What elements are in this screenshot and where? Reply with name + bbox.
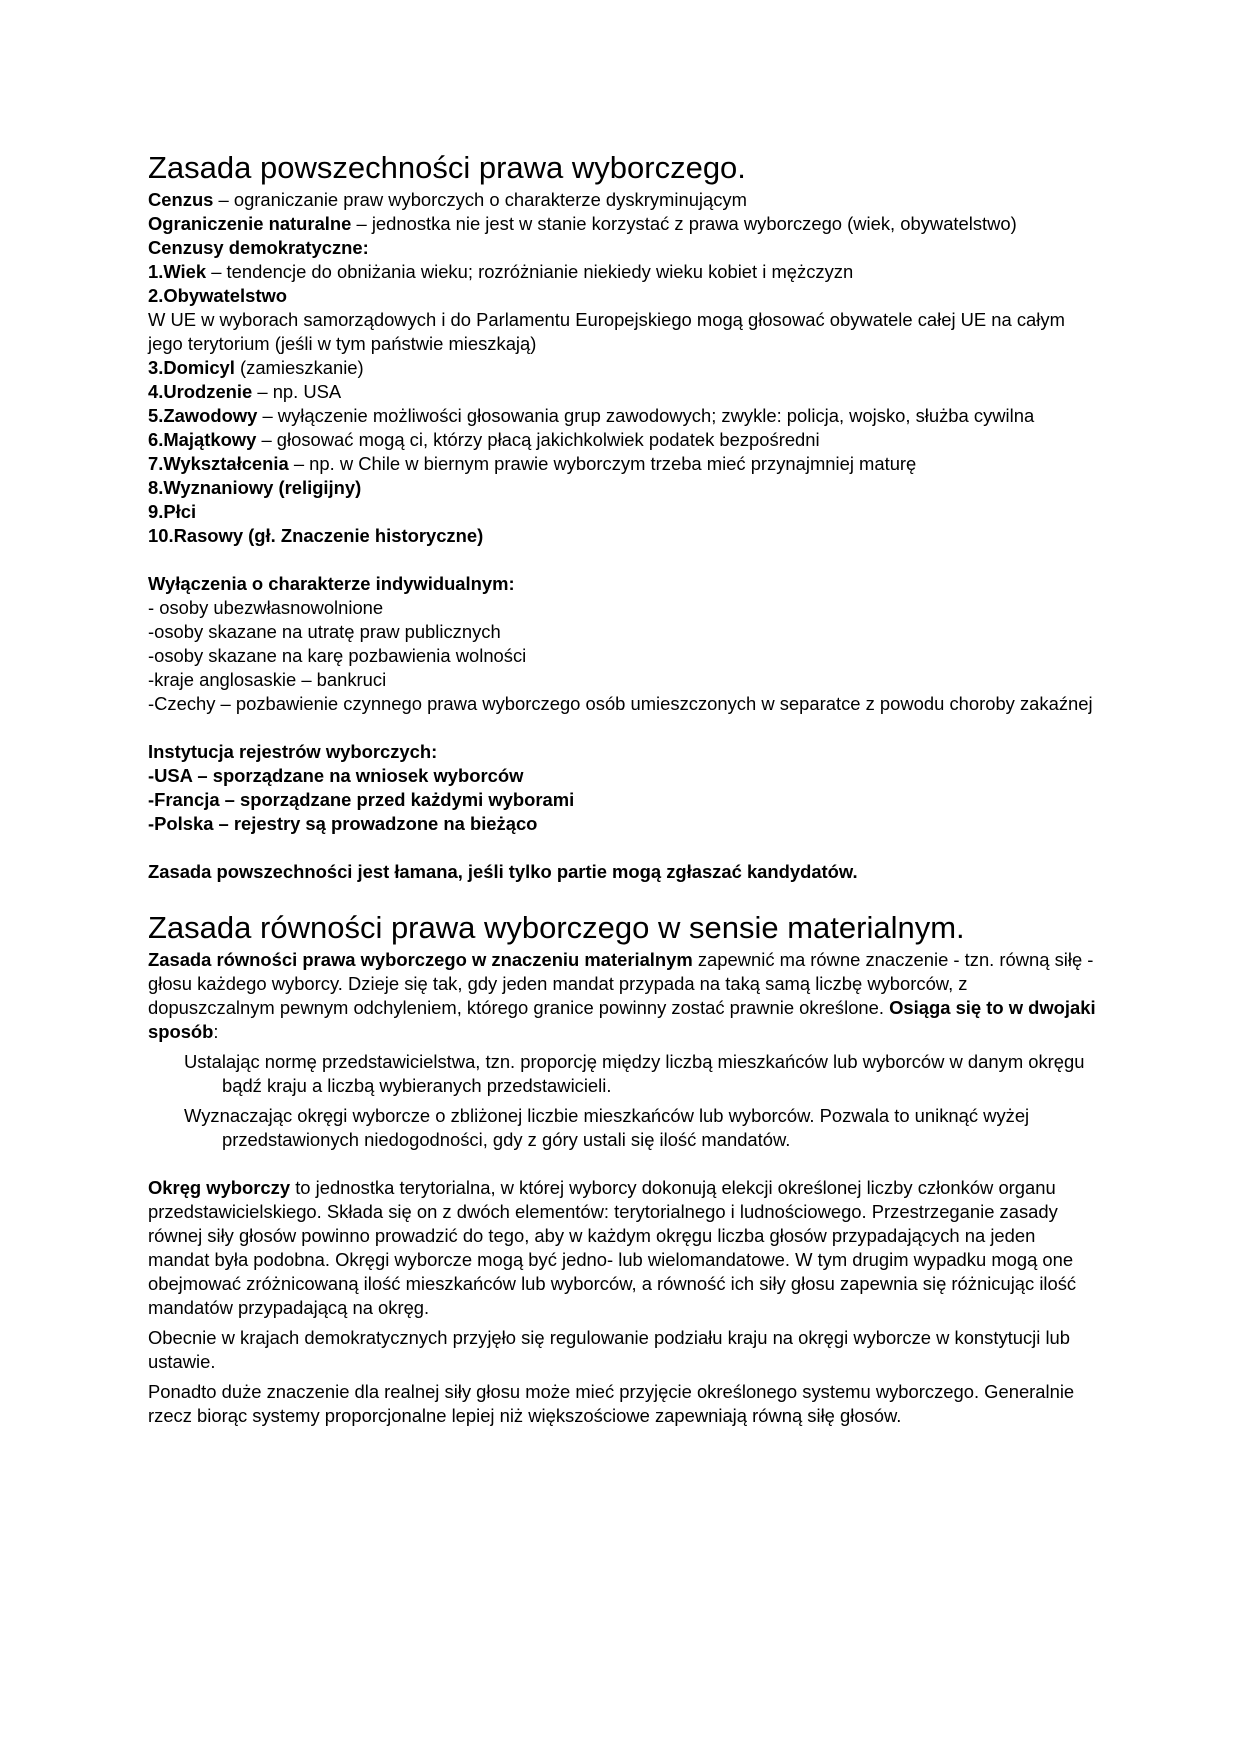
- cenzus-definition: [148, 188, 1098, 212]
- exclusion-item: -osoby skazane na karę pozbawienia wolności: [148, 645, 527, 666]
- registers-heading-text: Instytucja rejestrów wyborczych:: [148, 741, 438, 762]
- equality-colon: :: [213, 1021, 219, 1042]
- spacer: [148, 716, 1098, 740]
- exclusions-heading-text: Wyłączenia o charakterze indywidualnym:: [148, 573, 515, 594]
- register-item: [148, 812, 1098, 836]
- cenzus-text: – ograniczanie praw wyborczych o charakterze dyskryminującym: [213, 189, 747, 210]
- spacer: [148, 1152, 1098, 1176]
- census-heading: [148, 236, 1098, 260]
- equality-term: Zasada równości prawa wyborczego w znaczeniu materialnym: [148, 949, 693, 970]
- electoral-system-paragraph: Ponadto duże znaczenie dla realnej siły głosu może mieć przyjęcie określonego systemu wyborczego. Generalnie rzecz biorąc systemy proporcjonalne lepiej niż większościowe zapewniają równą siłę głosów.: [148, 1381, 1075, 1426]
- exclusion-item: -osoby skazane na utratę praw publicznych: [148, 621, 501, 642]
- census-item-5-text: – wyłączenie możliwości głosowania grup zawodowych; zwykle: policja, wojsko, służba cywilna: [257, 405, 1035, 426]
- district-paragraph: [148, 1176, 1098, 1320]
- spacer: [148, 548, 1098, 572]
- district-term: Okręg wyborczy: [148, 1177, 291, 1198]
- census-item-2: [148, 284, 1098, 308]
- spacer: [148, 884, 1098, 908]
- exclusions-heading: [148, 572, 1098, 596]
- census-item-10: [148, 524, 1098, 548]
- census-item-1: [148, 260, 1098, 284]
- spacer: [148, 836, 1098, 860]
- census-item-8-text: 8.Wyznaniowy (religijny): [148, 477, 362, 498]
- census-item-1-term: 1.Wiek: [148, 261, 207, 282]
- census-item-2-note: W UE w wyborach samorządowych i do Parlamentu Europejskiego mogą głosować obywatele całej UE na całym jego terytorium (jeśli w tym państwie mieszkają): [148, 309, 1065, 354]
- census-item-4-text: – np. USA: [252, 381, 342, 402]
- method-1: Ustalając normę przedstawicielstwa, tzn. proporcję między liczbą mieszkańców lub wyborców w danym okręgu bądź kraju a liczbą wybieranych przedstawicieli.: [184, 1051, 1085, 1096]
- equality-text: zapewnić ma równe znaczenie - tzn. równą siłę - głosu każdego wyborcy. Dzieje się tak, gdy jeden mandat przypada na taką samą liczbę wyborców, z dopuszczalnym pewnym odchyleniem, którego granice powinny zostać prawnie określone.: [148, 949, 1094, 1018]
- census-item-5-term: 5.Zawodowy: [148, 405, 258, 426]
- census-item-1-text: – tendencje do obniżania wieku; rozróżnianie niekiedy wieku kobiet i mężczyzn: [206, 261, 854, 282]
- census-item-3-text: (zamieszkanie): [234, 357, 364, 378]
- census-heading-text: Cenzusy demokratyczne:: [148, 237, 369, 258]
- regulation-paragraph: Obecnie w krajach demokratycznych przyjęło się regulowanie podziału kraju na okręgi wyborcze w konstytucji lub ustawie.: [148, 1327, 1071, 1372]
- register-item: [148, 788, 1098, 812]
- exclusion-item: - osoby ubezwłasnowolnione: [148, 597, 384, 618]
- census-item-9-text: 9.Płci: [148, 501, 197, 522]
- census-item-8: [148, 476, 1098, 500]
- cenzus-term: Cenzus: [148, 189, 214, 210]
- census-item-3-term: 3.Domicyl: [148, 357, 235, 378]
- census-item-10-text: 10.Rasowy (gł. Znaczenie historyczne): [148, 525, 484, 546]
- register-item: [148, 764, 1098, 788]
- census-item-7-text: – np. w Chile w biernym prawie wyborczym trzeba mieć przynajmniej maturę: [288, 453, 917, 474]
- census-item-6: [148, 428, 1098, 452]
- document-content: [148, 148, 1098, 1428]
- exclusion-item: -Czechy – pozbawienie czynnego prawa wyborczego osób umieszczonych w separatce z powodu choroby zakaźnej: [148, 693, 1093, 714]
- census-item-6-text: – głosować mogą ci, którzy płacą jakichkolwiek podatek bezpośredni: [256, 429, 820, 450]
- registers-heading: [148, 740, 1098, 764]
- census-item-7: [148, 452, 1098, 476]
- natural-limitation-definition: [148, 212, 1098, 236]
- section2-title: Zasada równości prawa wyborczego w sensie materialnym.: [148, 910, 965, 945]
- census-item-4: [148, 380, 1098, 404]
- register-item-text: -Francja – sporządzane przed każdymi wyborami: [148, 789, 575, 810]
- natural-limitation-text: – jednostka nie jest w stanie korzystać z prawa wyborczego (wiek, obywatelstwo): [351, 213, 1017, 234]
- census-item-9: [148, 500, 1098, 524]
- equality-paragraph: [148, 948, 1098, 1044]
- district-text: to jednostka terytorialna, w której wyborcy dokonują elekcji określonej liczby członków organu przedstawicielskiego. Składa się on z dwóch elementów: terytorialnego i ludnościowego. Przestrzeganie zasady równej siły głosów powinno prowadzić do tego, aby w każdym okręgu liczba głosów przypadających na jeden mandat była podobna. Okręgi wyborcze mogą być jedno- lub wielomandatowe. W tym drugim wypadku mogą one obejmować zróżnicowaną ilość mieszkańców lub wyborców, a równość ich siły głosu zapewnia się różnicując ilość mandatów przypadającą na okręg.: [148, 1177, 1077, 1318]
- census-item-2-term: 2.Obywatelstwo: [148, 285, 287, 306]
- method-2: Wyznaczając okręgi wyborcze o zbliżonej liczbie mieszkańców lub wyborców. Pozwala to uniknąć wyżej przedstawionych niedogodności, gdy z góry ustali się ilość mandatów.: [184, 1105, 1030, 1150]
- section1-title: Zasada powszechności prawa wyborczego.: [148, 150, 746, 185]
- census-item-3: [148, 356, 1098, 380]
- census-item-6-term: 6.Majątkowy: [148, 429, 257, 450]
- census-item-5: [148, 404, 1098, 428]
- equality-method-lead: Osiąga się to w dwojaki sposób: [148, 997, 1096, 1042]
- exclusion-item: -kraje anglosaskie – bankruci: [148, 669, 387, 690]
- census-item-4-term: 4.Urodzenie: [148, 381, 253, 402]
- register-item-text: -USA – sporządzane na wniosek wyborców: [148, 765, 524, 786]
- census-item-7-term: 7.Wykształcenia: [148, 453, 289, 474]
- closing-statement-text: Zasada powszechności jest łamana, jeśli tylko partie mogą zgłaszać kandydatów.: [148, 861, 858, 882]
- natural-limitation-term: Ograniczenie naturalne: [148, 213, 352, 234]
- closing-statement: [148, 860, 1098, 884]
- register-item-text: -Polska – rejestry są prowadzone na bieżąco: [148, 813, 538, 834]
